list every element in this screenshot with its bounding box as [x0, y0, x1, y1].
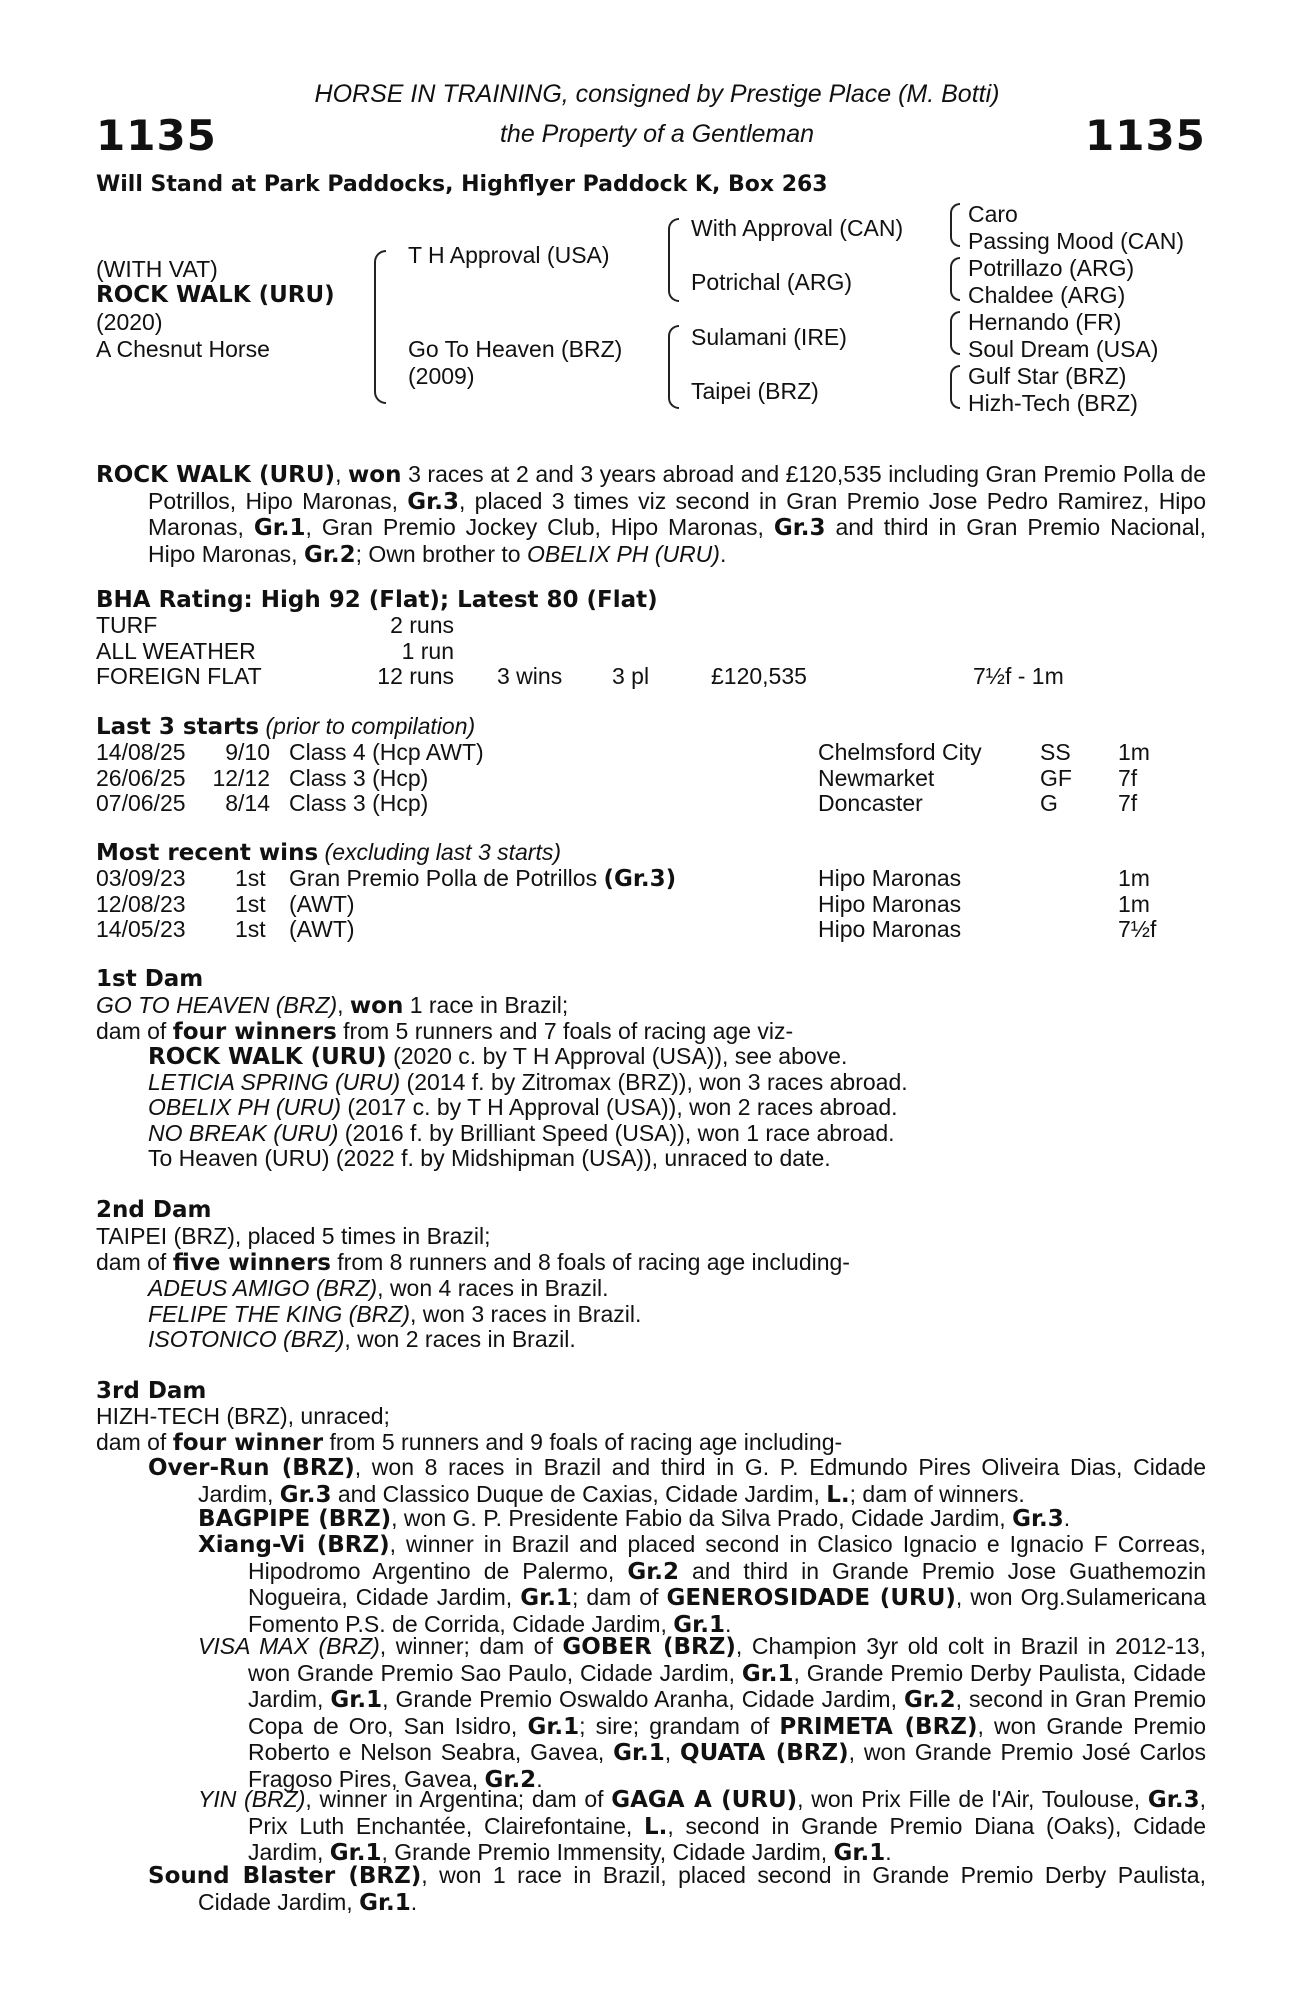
horse-name: ROCK WALK (URU): [96, 282, 335, 308]
win-date: 03/09/23: [96, 865, 186, 891]
lot-number-right: 1135: [1085, 111, 1206, 160]
bha-rating-title: BHA Rating: High 92 (Flat); Latest 80 (Flat): [96, 587, 658, 613]
progeny-name: Over-Run (BRZ): [148, 1455, 355, 1481]
start-course: Newmarket: [818, 764, 935, 791]
progeny-overrun: Over-Run (BRZ), won 8 races in Brazil and third in G. P. Edmundo Pires Oliveira Dias, Cidade Jardim, Gr.3 and Classico Duque de Caxias, Cidade Jardim, L.; dam of winners.: [148, 1454, 1206, 1508]
progeny-yin: YIN (BRZ), winner in Argentina; dam of GAGA A (URU), won Prix Fille de l'Air, Toulouse, Gr.3, Prix Luth Enchantée, Clairefontaine, L., second in Grande Premio Diana (Oaks), Cidade Jardim, Gr.1, Grande Premio Immensity, Cidade Jardim, Gr.1.: [198, 1786, 1206, 1866]
start-course: Doncaster: [818, 790, 923, 816]
wins-note: (excluding last 3 starts): [324, 839, 562, 865]
win-position: 1st: [235, 916, 266, 942]
win-course: Hipo Maronas: [818, 916, 962, 942]
dam2-title: 2nd Dam: [96, 1197, 212, 1223]
race-summary: ROCK WALK (URU), won 3 races at 2 and 3 years abroad and £120,535 including Gran Premio Polla de Potrillos, Hipo Maronas, Gr.3, placed 3 times viz second in Gran Premio Jose Pedro Ramirez, Hipo Maronas, Gr.1, Gran Premio Jockey Club, Hipo Maronas, Gr.3 and third in Gran Premio Nacional, Hipo Maronas, Gr.2; Own brother to OBELIX PH (URU).: [96, 461, 1207, 568]
summary-text: , Gran Premio Jockey Club, Hipo Maronas,: [305, 514, 774, 540]
rating-surface: ALL WEATHER: [96, 637, 256, 664]
win-distance: 1m: [1118, 865, 1150, 891]
brace-dd: [950, 365, 960, 409]
progeny-name: ADEUS AMIGO (BRZ): [148, 1275, 378, 1301]
dam2-progeny-3: ISOTONICO (BRZ), won 2 races in Brazil.: [148, 1326, 576, 1352]
start-distance: 7f: [1118, 790, 1138, 816]
sire-sire: With Approval (CAN): [691, 215, 904, 241]
win-race-name: (AWT): [289, 916, 355, 942]
start-going: G: [1040, 790, 1058, 816]
summary-text: .: [719, 540, 727, 567]
start-distance: 7f: [1118, 764, 1138, 791]
dam1-progeny-1: ROCK WALK (URU) (2020 c. by T H Approval (USA)), see above.: [148, 1043, 848, 1070]
stand-location: Will Stand at Park Paddocks, Highflyer Paddock K, Box 263: [96, 172, 828, 197]
win-course: Hipo Maronas: [818, 865, 962, 891]
dam1-line2: dam of four winners from 5 runners and 7 foals of racing age viz-: [96, 1018, 794, 1045]
dss: Hernando (FR): [968, 309, 1122, 335]
dam-year: (2009): [408, 363, 475, 389]
progeny-name: NO BREAK (URU): [148, 1120, 339, 1146]
dam2-progeny-1: ADEUS AMIGO (BRZ), won 4 races in Brazil.: [148, 1275, 609, 1301]
win-distance: 1m: [1118, 890, 1150, 917]
win-race-name: Gran Premio Polla de Potrillos: [289, 865, 604, 891]
brace-sire: [668, 218, 679, 302]
vat-note: (WITH VAT): [96, 256, 218, 282]
start-distance: 1m: [1118, 739, 1150, 765]
start-going: GF: [1040, 764, 1072, 791]
rating-prize: £120,535: [711, 663, 807, 689]
start-position: 9/10: [225, 739, 270, 765]
ssd: Passing Mood (CAN): [968, 228, 1185, 254]
horse-year: (2020): [96, 309, 163, 335]
ddd: Hizh-Tech (BRZ): [968, 390, 1138, 416]
brother-name: OBELIX PH (URU): [526, 540, 720, 567]
win-course: Hipo Maronas: [818, 890, 962, 917]
win-race-grade: (Gr.3): [603, 866, 677, 892]
rating-wins: 3 wins: [497, 663, 563, 689]
start-course: Chelmsford City: [818, 739, 982, 765]
dam2-progeny-2: FELIPE THE KING (BRZ), won 3 races in Brazil.: [148, 1301, 642, 1327]
win-position: 1st: [235, 890, 266, 917]
start-position: 12/12: [212, 764, 270, 791]
progeny-soundblaster: Sound Blaster (BRZ), won 1 race in Brazil, placed second in Grande Premio Derby Paulista, Cidade Jardim, Gr.1.: [148, 1862, 1206, 1916]
progeny-name: BAGPIPE (BRZ): [198, 1506, 392, 1532]
dam1-line1: GO TO HEAVEN (BRZ), won 1 race in Brazil;: [96, 992, 569, 1019]
dam1-progeny-2: LETICIA SPRING (URU) (2014 f. by Zitromax (BRZ)), won 3 races abroad.: [148, 1069, 908, 1095]
dam3-line1: HIZH-TECH (BRZ), unraced;: [96, 1403, 390, 1429]
brace-sd: [950, 257, 960, 301]
start-date: 26/06/25: [96, 764, 186, 791]
progeny-name: ROCK WALK (URU): [148, 1044, 387, 1070]
start-race: Class 3 (Hcp): [289, 790, 429, 816]
summary-horse-name: ROCK WALK (URU): [96, 462, 336, 488]
start-position: 8/14: [225, 790, 270, 816]
dam2-line1: TAIPEI (BRZ), placed 5 times in Brazil;: [96, 1223, 491, 1249]
progeny-name: ISOTONICO (BRZ): [148, 1326, 345, 1352]
rating-surface: FOREIGN FLAT: [96, 663, 262, 689]
rating-distance: 7½f - 1m: [973, 663, 1064, 689]
sdd: Chaldee (ARG): [968, 282, 1126, 308]
dam1-won: won: [349, 993, 404, 1019]
progeny-visamax: VISA MAX (BRZ), winner; dam of GOBER (BRZ), Champion 3yr old colt in Brazil in 2012-13, won Grande Premio Sao Paulo, Cidade Jardim, Gr.1, Grande Premio Derby Paulista, Cidade Jardim, Gr.1, Grande Premio Oswaldo Aranha, Cidade Jardim, Gr.2, second in Gran Premio Copa de Oro, San Isidro, Gr.1; sire; grandam of PRIMETA (BRZ), won Grande Premio Roberto e Nelson Seabra, Gavea, Gr.1, QUATA (BRZ), won Grande Premio José Carlos Fragoso Pires, Gavea, Gr.2.: [198, 1633, 1207, 1793]
progeny-name: VISA MAX (BRZ): [198, 1633, 380, 1659]
rating-runs: 2 runs: [390, 612, 454, 638]
rating-places: 3 pl: [612, 663, 650, 689]
start-date: 07/06/25: [96, 790, 186, 816]
wins-title: Most recent wins: [96, 840, 319, 866]
horse-description: A Chesnut Horse: [96, 336, 270, 362]
summary-text: 3 races at 2 and 3 years abroad and £120,535 including Gran Premio Polla de Potrillos, Hipo Maronas,: [148, 461, 1207, 514]
win-distance: 7½f: [1118, 916, 1157, 942]
dam1-text: 1 race in Brazil;: [403, 992, 569, 1018]
progeny-name: Xiang-Vi (BRZ): [198, 1532, 390, 1558]
dam-sire: Sulamani (IRE): [691, 324, 847, 350]
grade: Gr.1: [253, 515, 306, 541]
summary-text: ; Own brother to: [355, 540, 527, 567]
start-race: Class 4 (Hcp AWT): [289, 739, 484, 765]
sss: Caro: [968, 201, 1018, 227]
dam1-title: 1st Dam: [96, 966, 204, 992]
dam: Go To Heaven (BRZ): [408, 336, 623, 362]
progeny-bagpipe: BAGPIPE (BRZ), won G. P. Presidente Fabio da Silva Prado, Cidade Jardim, Gr.3.: [198, 1505, 1071, 1532]
dsd: Soul Dream (USA): [968, 336, 1159, 362]
dam3-title: 3rd Dam: [96, 1378, 207, 1404]
win-date: 12/08/23: [96, 890, 186, 917]
dam1-name: GO TO HEAVEN (BRZ): [96, 992, 338, 1018]
dam3-winners: four winner: [172, 1430, 324, 1456]
win-race: [289, 866, 676, 893]
summary-text: , placed 3 times viz second in Gran Premio Jose Pedro Ramirez, Hipo Maronas,: [148, 487, 1206, 540]
dam1-progeny-3: OBELIX PH (URU) (2017 c. by T H Approval (USA)), won 2 races abroad.: [148, 1094, 898, 1120]
sire: T H Approval (USA): [408, 242, 610, 268]
progeny-name: OBELIX PH (URU): [148, 1094, 341, 1120]
summary-won: won: [348, 462, 402, 488]
dam-dam: Taipei (BRZ): [691, 378, 819, 404]
win-position: 1st: [235, 865, 266, 891]
win-date: 14/05/23: [96, 916, 186, 942]
dam3-line2: dam of four winner from 5 runners and 9 foals of racing age including-: [96, 1429, 843, 1456]
dam1-progeny-4: NO BREAK (URU) (2016 f. by Brilliant Speed (USA)), won 1 race abroad.: [148, 1120, 895, 1146]
brace-ss: [950, 203, 960, 247]
dam2-winners: five winners: [172, 1250, 331, 1276]
progeny-name: LETICIA SPRING (URU): [148, 1069, 401, 1095]
brace-horse: [374, 250, 386, 404]
dam2-line2: dam of five winners from 8 runners and 8 foals of racing age including-: [96, 1249, 850, 1276]
start-date: 14/08/25: [96, 739, 186, 765]
progeny-name: YIN (BRZ): [198, 1786, 306, 1812]
rating-runs: 1 run: [401, 637, 454, 664]
win-race: [289, 892, 355, 919]
property-line: the Property of a Gentleman: [499, 120, 815, 148]
grade: Gr.3: [407, 488, 459, 515]
consignor-line: HORSE IN TRAINING, consigned by Prestige Place (M. Botti): [314, 80, 1000, 108]
progeny-name: FELIPE THE KING (BRZ): [148, 1301, 410, 1327]
grade: Gr.3: [773, 515, 826, 541]
brace-dam: [668, 325, 679, 409]
sire-dam: Potrichal (ARG): [691, 269, 853, 295]
rating-surface: TURF: [96, 612, 158, 638]
dds: Gulf Star (BRZ): [968, 363, 1127, 389]
last3-title: Last 3 starts: [96, 714, 260, 740]
sds: Potrillazo (ARG): [968, 255, 1135, 281]
dam1-winners: four winners: [172, 1019, 337, 1045]
lot-number-left: 1135: [96, 111, 217, 160]
last3-note: (prior to compilation): [265, 713, 476, 739]
dam1-progeny-5: To Heaven (URU) (2022 f. by Midshipman (USA)), unraced to date.: [148, 1145, 831, 1171]
rating-runs: 12 runs: [377, 663, 454, 689]
progeny-name: Sound Blaster (BRZ): [148, 1863, 422, 1889]
wins-heading: [96, 840, 561, 867]
summary-text: and third in Gran Premio Nacional, Hipo Maronas,: [148, 514, 1207, 567]
win-race: [289, 917, 355, 944]
grade: Gr.2: [303, 541, 356, 568]
brace-ds: [950, 311, 960, 355]
start-going: SS: [1040, 739, 1071, 765]
progeny-xiangvi: Xiang-Vi (BRZ), winner in Brazil and placed second in Clasico Ignacio e Ignacio F Correas, Hipodromo Argentino de Palermo, Gr.2 and third in Grande Premio Jose Guathemozin Nogueira, Cidade Jardim, Gr.1; dam of GENEROSIDADE (URU), won Org.Sulamericana Fomento P.S. de Corrida, Cidade Jardim, Gr.1.: [198, 1531, 1207, 1638]
win-race-name: (AWT): [289, 890, 355, 917]
last3-heading: [96, 714, 475, 741]
start-race: Class 3 (Hcp): [289, 764, 429, 791]
